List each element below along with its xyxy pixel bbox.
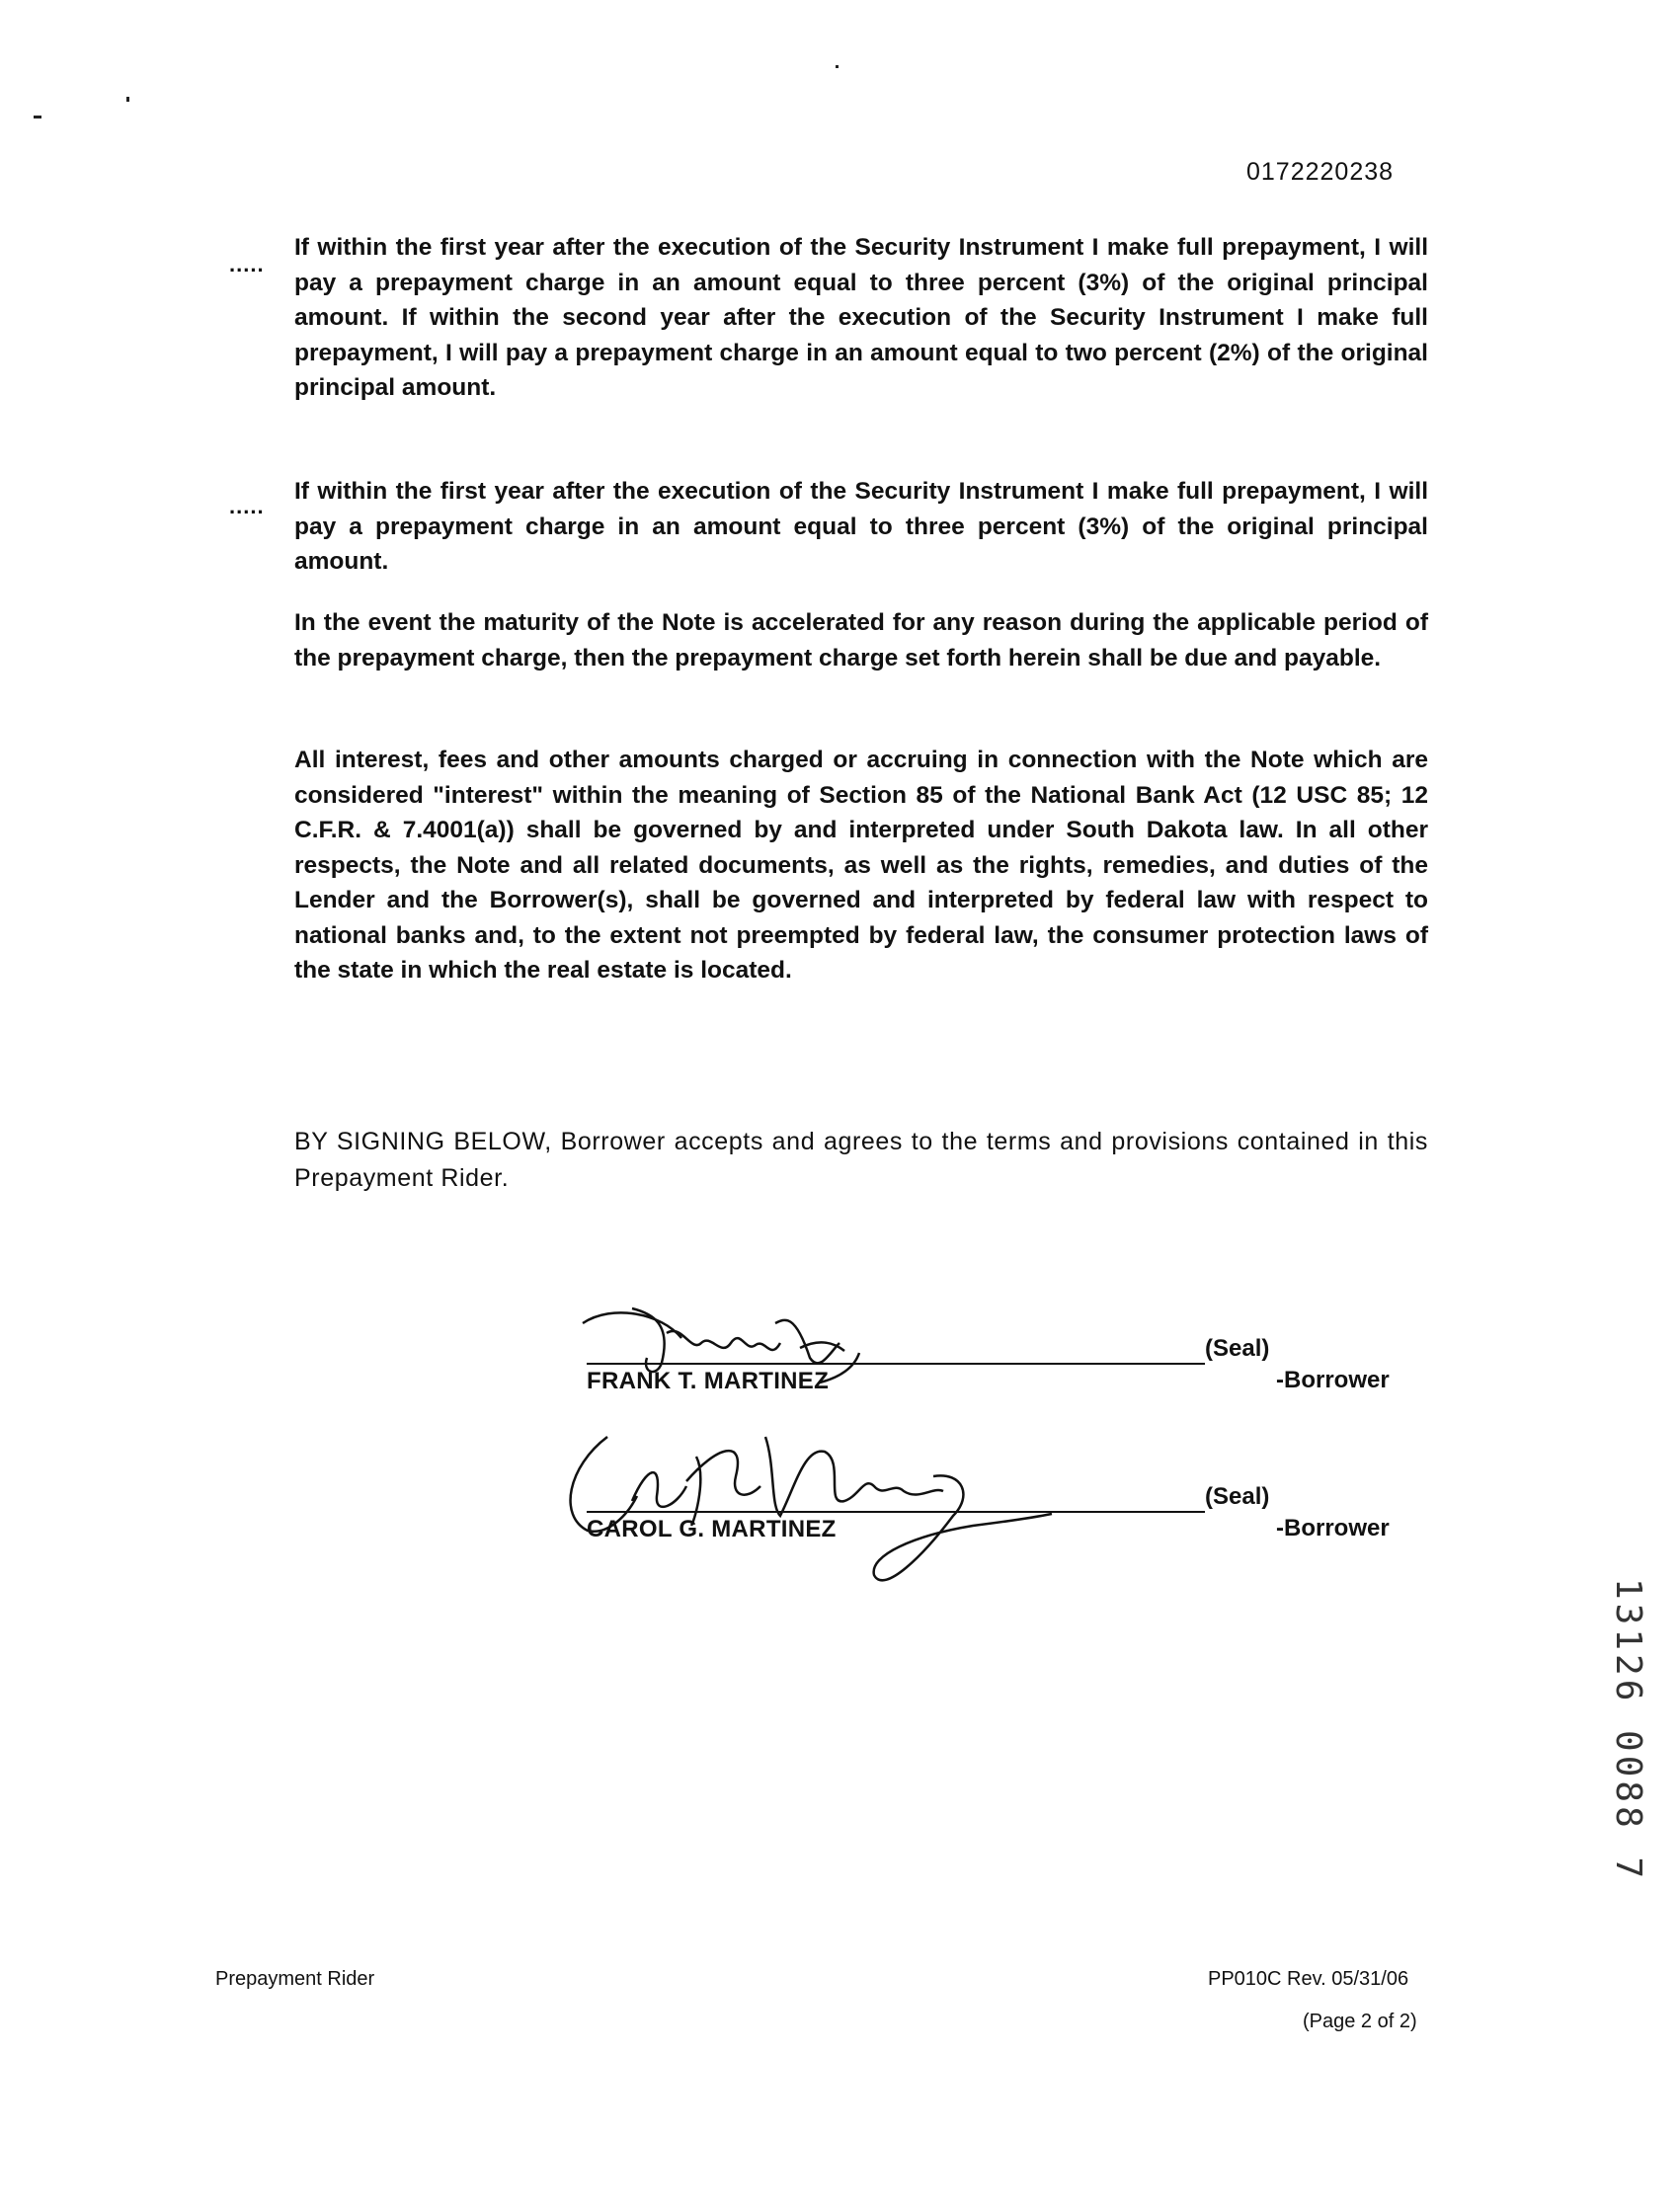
seal-label: (Seal) [1205,1335,1270,1362]
borrower-role-label: -Borrower [1276,1367,1390,1393]
footer-form-code: PP010C Rev. 05/31/06 [1208,1968,1409,1990]
footer-form-name: Prepayment Rider [215,1968,375,1990]
side-stamp: 13126 0088 7 [1608,1578,1648,1883]
loan-number: 0172220238 [1246,158,1395,186]
acceleration-clause: In the event the maturity of the Note is accelerated for any reason during the applicable period of the prepayment charge, then the prepayment charge set forth herein shall be due and payable. [294,609,1428,672]
signer-name-frank: FRANK T. MARTINEZ [587,1368,830,1394]
prepayment-option-1: If within the first year after the execution of the Security Instrument I make full prepayment, I will pay a prepayment charge in an amount equal to three percent (3%) of the original principal amount. If within the second year after the execution of the Security Instrument I make full prepayment, I will pay a prepayment charge in an amount equal to two percent (2%) of the original principal amount. [294,234,1428,401]
signature-carol [548,1407,1062,1605]
scan-speck [34,116,41,118]
option-marker: ..... [229,494,265,518]
scan-speck [126,97,129,102]
governing-law-clause: All interest, fees and other amounts charged or accruing in connection with the Note which are considered "interest" within the meaning of Section 85 of the National Bank Act (12 USC 85; 12 C.F.R. & 7.4001(a)) shall be governed by and interpreted under South Dakota law. In all other respects, the Note and all related documents, as well as the rights, remedies, and duties of the Lender and the Borrower(s), shall be governed and interpreted by federal law with respect to national banks and, to the extent not preempted by federal law, the consumer protection laws of the state in which the real estate is located. [294,747,1428,984]
scan-speck [836,65,839,68]
seal-label: (Seal) [1205,1483,1270,1510]
prepayment-option-2: If within the first year after the execution of the Security Instrument I make full prepayment, I will pay a prepayment charge in an amount equal to three percent (3%) of the original principal amount. [294,478,1428,575]
signing-statement: BY SIGNING BELOW, Borrower accepts and agrees to the terms and provisions contained in this Prepayment Rider. [294,1128,1428,1192]
borrower-role-label: -Borrower [1276,1515,1390,1541]
option-marker: ..... [229,252,265,276]
signer-name-carol: CAROL G. MARTINEZ [587,1516,837,1542]
footer-page-number: (Page 2 of 2) [1303,2011,1417,2032]
